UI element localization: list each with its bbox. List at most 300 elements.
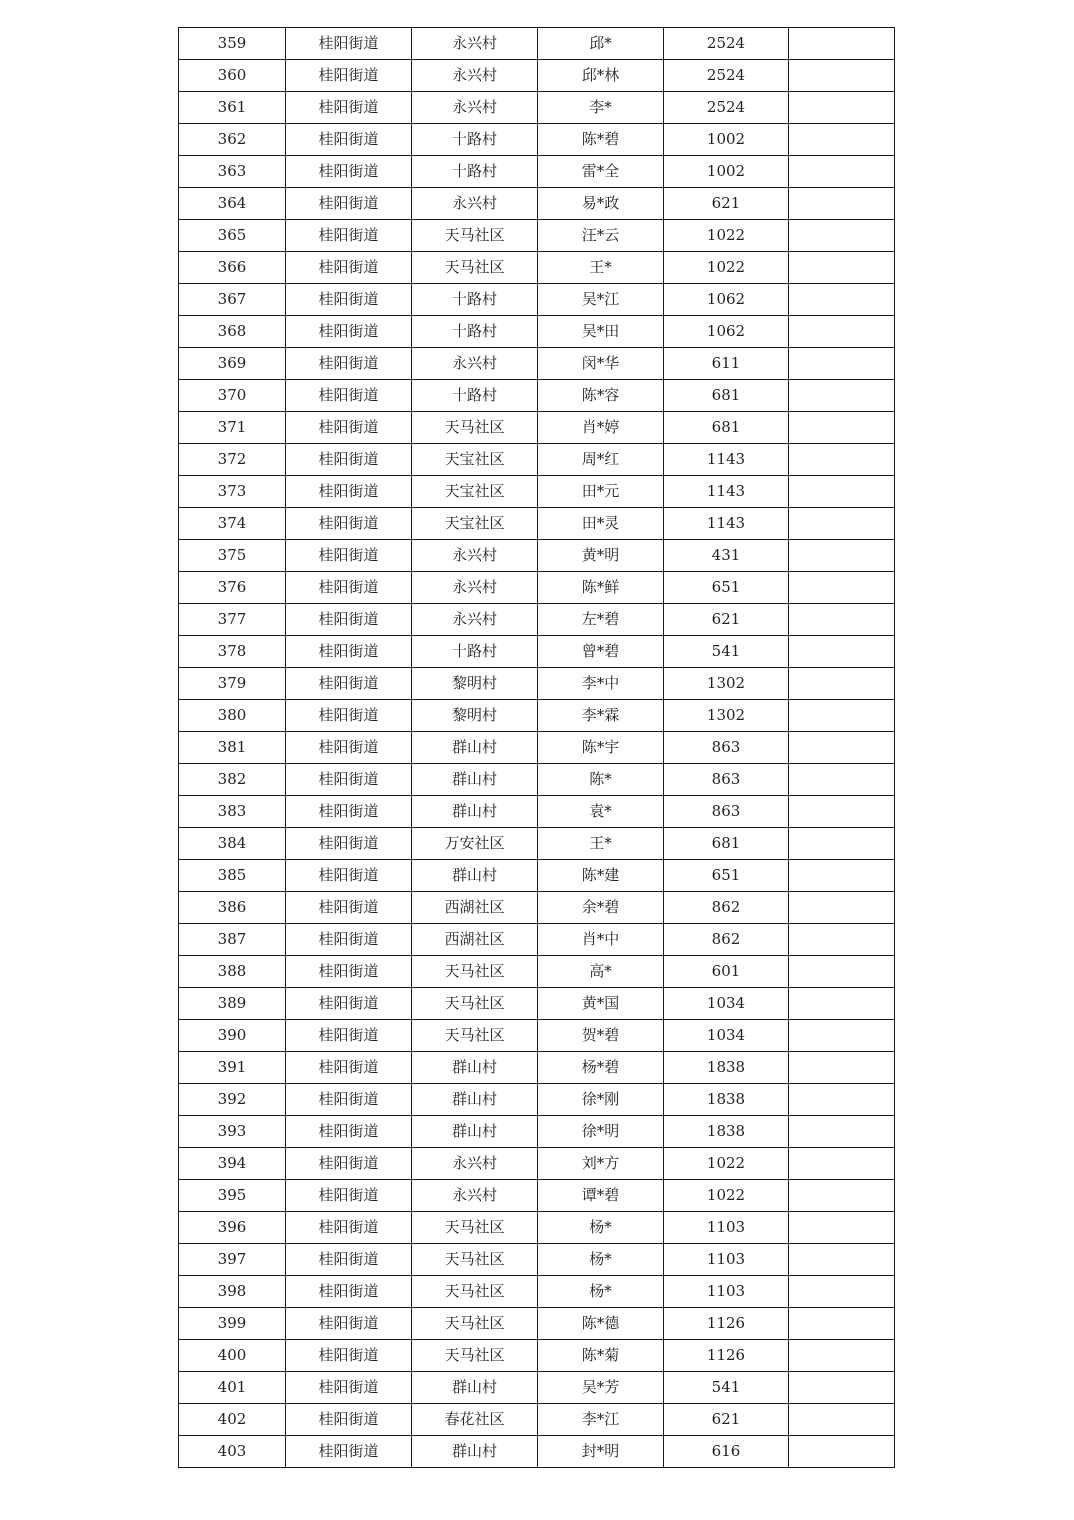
cell-note xyxy=(789,284,895,316)
cell-row-number: 369 xyxy=(179,348,286,380)
cell-village: 天马社区 xyxy=(412,412,538,444)
cell-village: 天宝社区 xyxy=(412,476,538,508)
cell-row-number: 373 xyxy=(179,476,286,508)
cell-street: 桂阳街道 xyxy=(286,348,412,380)
cell-person-name: 李*霖 xyxy=(538,700,664,732)
table-row xyxy=(179,1180,895,1212)
cell-row-number: 387 xyxy=(179,924,286,956)
cell-note xyxy=(789,156,895,188)
cell-amount: 1034 xyxy=(664,988,789,1020)
cell-village: 群山村 xyxy=(412,860,538,892)
table-row xyxy=(179,92,895,124)
cell-row-number: 402 xyxy=(179,1404,286,1436)
cell-village: 永兴村 xyxy=(412,348,538,380)
cell-row-number: 392 xyxy=(179,1084,286,1116)
cell-village: 群山村 xyxy=(412,1052,538,1084)
cell-village: 天马社区 xyxy=(412,220,538,252)
cell-row-number: 360 xyxy=(179,60,286,92)
cell-note xyxy=(789,732,895,764)
cell-person-name: 邱*林 xyxy=(538,60,664,92)
table-row xyxy=(179,476,895,508)
cell-village: 十路村 xyxy=(412,156,538,188)
cell-row-number: 403 xyxy=(179,1436,286,1468)
cell-row-number: 375 xyxy=(179,540,286,572)
cell-street: 桂阳街道 xyxy=(286,700,412,732)
cell-note xyxy=(789,924,895,956)
cell-village: 黎明村 xyxy=(412,668,538,700)
cell-street: 桂阳街道 xyxy=(286,956,412,988)
cell-note xyxy=(789,28,895,60)
cell-row-number: 385 xyxy=(179,860,286,892)
cell-row-number: 390 xyxy=(179,1020,286,1052)
cell-street: 桂阳街道 xyxy=(286,796,412,828)
cell-amount: 1143 xyxy=(664,444,789,476)
cell-amount: 1022 xyxy=(664,252,789,284)
cell-amount: 1103 xyxy=(664,1276,789,1308)
cell-street: 桂阳街道 xyxy=(286,1436,412,1468)
cell-amount: 1022 xyxy=(664,1148,789,1180)
cell-amount: 1143 xyxy=(664,508,789,540)
table-row xyxy=(179,508,895,540)
cell-amount: 681 xyxy=(664,380,789,412)
cell-person-name: 杨*碧 xyxy=(538,1052,664,1084)
cell-row-number: 364 xyxy=(179,188,286,220)
cell-village: 永兴村 xyxy=(412,1148,538,1180)
table-row xyxy=(179,1308,895,1340)
table-row xyxy=(179,956,895,988)
cell-note xyxy=(789,1372,895,1404)
cell-note xyxy=(789,988,895,1020)
cell-street: 桂阳街道 xyxy=(286,1404,412,1436)
cell-row-number: 400 xyxy=(179,1340,286,1372)
cell-street: 桂阳街道 xyxy=(286,1212,412,1244)
cell-amount: 2524 xyxy=(664,60,789,92)
table-body xyxy=(179,28,895,1468)
cell-person-name: 徐*刚 xyxy=(538,1084,664,1116)
cell-amount: 431 xyxy=(664,540,789,572)
cell-village: 永兴村 xyxy=(412,60,538,92)
cell-village: 天马社区 xyxy=(412,1020,538,1052)
cell-row-number: 389 xyxy=(179,988,286,1020)
cell-amount: 1034 xyxy=(664,1020,789,1052)
cell-village: 群山村 xyxy=(412,732,538,764)
cell-row-number: 365 xyxy=(179,220,286,252)
cell-street: 桂阳街道 xyxy=(286,1116,412,1148)
cell-street: 桂阳街道 xyxy=(286,60,412,92)
cell-village: 天宝社区 xyxy=(412,444,538,476)
cell-street: 桂阳街道 xyxy=(286,860,412,892)
cell-row-number: 371 xyxy=(179,412,286,444)
table-row xyxy=(179,668,895,700)
cell-village: 天马社区 xyxy=(412,988,538,1020)
cell-note xyxy=(789,252,895,284)
cell-amount: 541 xyxy=(664,1372,789,1404)
cell-person-name: 田*灵 xyxy=(538,508,664,540)
cell-amount: 1838 xyxy=(664,1116,789,1148)
cell-village: 十路村 xyxy=(412,316,538,348)
cell-person-name: 汪*云 xyxy=(538,220,664,252)
cell-street: 桂阳街道 xyxy=(286,1244,412,1276)
cell-street: 桂阳街道 xyxy=(286,732,412,764)
cell-person-name: 易*政 xyxy=(538,188,664,220)
cell-row-number: 368 xyxy=(179,316,286,348)
table-row xyxy=(179,732,895,764)
cell-village: 永兴村 xyxy=(412,540,538,572)
table-row xyxy=(179,604,895,636)
cell-person-name: 吴*江 xyxy=(538,284,664,316)
cell-person-name: 刘*方 xyxy=(538,1148,664,1180)
cell-note xyxy=(789,956,895,988)
table-row xyxy=(179,220,895,252)
cell-amount: 1302 xyxy=(664,700,789,732)
cell-amount: 1302 xyxy=(664,668,789,700)
cell-person-name: 杨* xyxy=(538,1244,664,1276)
cell-person-name: 陈*容 xyxy=(538,380,664,412)
cell-note xyxy=(789,604,895,636)
cell-amount: 863 xyxy=(664,732,789,764)
cell-street: 桂阳街道 xyxy=(286,1052,412,1084)
cell-note xyxy=(789,188,895,220)
cell-note xyxy=(789,668,895,700)
cell-row-number: 363 xyxy=(179,156,286,188)
cell-note xyxy=(789,1244,895,1276)
cell-street: 桂阳街道 xyxy=(286,1180,412,1212)
cell-row-number: 380 xyxy=(179,700,286,732)
cell-row-number: 384 xyxy=(179,828,286,860)
cell-amount: 1002 xyxy=(664,124,789,156)
table-row xyxy=(179,1436,895,1468)
cell-note xyxy=(789,412,895,444)
cell-row-number: 397 xyxy=(179,1244,286,1276)
cell-note xyxy=(789,1436,895,1468)
cell-amount: 1126 xyxy=(664,1308,789,1340)
cell-row-number: 381 xyxy=(179,732,286,764)
cell-amount: 681 xyxy=(664,828,789,860)
table-row xyxy=(179,124,895,156)
table-row xyxy=(179,188,895,220)
cell-person-name: 陈*菊 xyxy=(538,1340,664,1372)
cell-village: 群山村 xyxy=(412,796,538,828)
cell-row-number: 370 xyxy=(179,380,286,412)
cell-person-name: 周*红 xyxy=(538,444,664,476)
cell-street: 桂阳街道 xyxy=(286,28,412,60)
cell-row-number: 382 xyxy=(179,764,286,796)
cell-note xyxy=(789,1180,895,1212)
cell-village: 十路村 xyxy=(412,124,538,156)
cell-village: 天马社区 xyxy=(412,1308,538,1340)
cell-village: 天马社区 xyxy=(412,252,538,284)
cell-amount: 616 xyxy=(664,1436,789,1468)
cell-village: 群山村 xyxy=(412,1372,538,1404)
cell-village: 天马社区 xyxy=(412,1244,538,1276)
table-row xyxy=(179,1020,895,1052)
cell-person-name: 左*碧 xyxy=(538,604,664,636)
cell-street: 桂阳街道 xyxy=(286,1340,412,1372)
table-row xyxy=(179,636,895,668)
table-row xyxy=(179,1084,895,1116)
cell-street: 桂阳街道 xyxy=(286,508,412,540)
cell-note xyxy=(789,828,895,860)
cell-person-name: 雷*全 xyxy=(538,156,664,188)
cell-street: 桂阳街道 xyxy=(286,316,412,348)
cell-village: 春花社区 xyxy=(412,1404,538,1436)
cell-note xyxy=(789,572,895,604)
table-row xyxy=(179,1212,895,1244)
cell-street: 桂阳街道 xyxy=(286,636,412,668)
cell-note xyxy=(789,1404,895,1436)
table-row xyxy=(179,444,895,476)
cell-note xyxy=(789,92,895,124)
cell-amount: 1062 xyxy=(664,316,789,348)
cell-street: 桂阳街道 xyxy=(286,540,412,572)
cell-person-name: 袁* xyxy=(538,796,664,828)
cell-person-name: 王* xyxy=(538,828,664,860)
cell-amount: 862 xyxy=(664,892,789,924)
cell-person-name: 陈*鲜 xyxy=(538,572,664,604)
cell-amount: 621 xyxy=(664,188,789,220)
table-row xyxy=(179,1276,895,1308)
cell-village: 天宝社区 xyxy=(412,508,538,540)
table-row xyxy=(179,1244,895,1276)
cell-village: 永兴村 xyxy=(412,604,538,636)
cell-row-number: 378 xyxy=(179,636,286,668)
table-row xyxy=(179,540,895,572)
table-row xyxy=(179,988,895,1020)
table-row xyxy=(179,380,895,412)
cell-amount: 1022 xyxy=(664,220,789,252)
cell-note xyxy=(789,476,895,508)
cell-amount: 1838 xyxy=(664,1052,789,1084)
cell-village: 永兴村 xyxy=(412,572,538,604)
cell-note xyxy=(789,764,895,796)
table-row xyxy=(179,1340,895,1372)
cell-amount: 863 xyxy=(664,796,789,828)
cell-row-number: 401 xyxy=(179,1372,286,1404)
cell-person-name: 陈*德 xyxy=(538,1308,664,1340)
cell-person-name: 李* xyxy=(538,92,664,124)
cell-note xyxy=(789,508,895,540)
cell-row-number: 377 xyxy=(179,604,286,636)
cell-amount: 862 xyxy=(664,924,789,956)
cell-person-name: 陈*碧 xyxy=(538,124,664,156)
cell-village: 十路村 xyxy=(412,284,538,316)
cell-note xyxy=(789,636,895,668)
cell-person-name: 徐*明 xyxy=(538,1116,664,1148)
cell-row-number: 391 xyxy=(179,1052,286,1084)
cell-person-name: 邱* xyxy=(538,28,664,60)
cell-street: 桂阳街道 xyxy=(286,988,412,1020)
cell-person-name: 杨* xyxy=(538,1276,664,1308)
table-row xyxy=(179,924,895,956)
cell-note xyxy=(789,540,895,572)
cell-street: 桂阳街道 xyxy=(286,668,412,700)
cell-street: 桂阳街道 xyxy=(286,220,412,252)
cell-person-name: 杨* xyxy=(538,1212,664,1244)
cell-row-number: 362 xyxy=(179,124,286,156)
table-row xyxy=(179,252,895,284)
cell-row-number: 386 xyxy=(179,892,286,924)
table-row xyxy=(179,284,895,316)
cell-village: 群山村 xyxy=(412,764,538,796)
cell-person-name: 李*江 xyxy=(538,1404,664,1436)
table-row xyxy=(179,700,895,732)
table-row xyxy=(179,1052,895,1084)
cell-amount: 601 xyxy=(664,956,789,988)
cell-note xyxy=(789,1212,895,1244)
cell-row-number: 361 xyxy=(179,92,286,124)
cell-person-name: 谭*碧 xyxy=(538,1180,664,1212)
cell-village: 天马社区 xyxy=(412,1340,538,1372)
cell-person-name: 高* xyxy=(538,956,664,988)
cell-person-name: 黄*明 xyxy=(538,540,664,572)
cell-street: 桂阳街道 xyxy=(286,1020,412,1052)
cell-street: 桂阳街道 xyxy=(286,1084,412,1116)
cell-person-name: 余*碧 xyxy=(538,892,664,924)
cell-street: 桂阳街道 xyxy=(286,188,412,220)
cell-street: 桂阳街道 xyxy=(286,284,412,316)
cell-row-number: 383 xyxy=(179,796,286,828)
cell-person-name: 肖*婷 xyxy=(538,412,664,444)
table-row xyxy=(179,1404,895,1436)
cell-person-name: 封*明 xyxy=(538,1436,664,1468)
cell-street: 桂阳街道 xyxy=(286,476,412,508)
cell-note xyxy=(789,860,895,892)
table-row xyxy=(179,412,895,444)
table-row xyxy=(179,1148,895,1180)
cell-street: 桂阳街道 xyxy=(286,124,412,156)
cell-amount: 863 xyxy=(664,764,789,796)
cell-note xyxy=(789,60,895,92)
cell-note xyxy=(789,1276,895,1308)
cell-street: 桂阳街道 xyxy=(286,252,412,284)
cell-person-name: 黄*国 xyxy=(538,988,664,1020)
cell-person-name: 田*元 xyxy=(538,476,664,508)
cell-street: 桂阳街道 xyxy=(286,156,412,188)
cell-amount: 611 xyxy=(664,348,789,380)
cell-street: 桂阳街道 xyxy=(286,92,412,124)
cell-street: 桂阳街道 xyxy=(286,828,412,860)
table-row xyxy=(179,156,895,188)
cell-amount: 541 xyxy=(664,636,789,668)
cell-row-number: 367 xyxy=(179,284,286,316)
cell-row-number: 379 xyxy=(179,668,286,700)
cell-note xyxy=(789,1148,895,1180)
cell-person-name: 吴*芳 xyxy=(538,1372,664,1404)
table-row xyxy=(179,572,895,604)
cell-village: 天马社区 xyxy=(412,1276,538,1308)
table-row xyxy=(179,892,895,924)
cell-person-name: 吴*田 xyxy=(538,316,664,348)
cell-note xyxy=(789,1308,895,1340)
cell-amount: 1103 xyxy=(664,1212,789,1244)
cell-note xyxy=(789,124,895,156)
cell-row-number: 396 xyxy=(179,1212,286,1244)
cell-note xyxy=(789,380,895,412)
cell-street: 桂阳街道 xyxy=(286,1372,412,1404)
cell-amount: 621 xyxy=(664,1404,789,1436)
cell-row-number: 394 xyxy=(179,1148,286,1180)
cell-person-name: 陈*宇 xyxy=(538,732,664,764)
cell-village: 西湖社区 xyxy=(412,924,538,956)
cell-village: 万安社区 xyxy=(412,828,538,860)
table-row xyxy=(179,764,895,796)
cell-note xyxy=(789,316,895,348)
cell-row-number: 398 xyxy=(179,1276,286,1308)
table-row xyxy=(179,828,895,860)
cell-amount: 681 xyxy=(664,412,789,444)
cell-village: 西湖社区 xyxy=(412,892,538,924)
cell-note xyxy=(789,700,895,732)
cell-person-name: 李*中 xyxy=(538,668,664,700)
cell-street: 桂阳街道 xyxy=(286,924,412,956)
cell-street: 桂阳街道 xyxy=(286,572,412,604)
cell-amount: 1143 xyxy=(664,476,789,508)
cell-row-number: 376 xyxy=(179,572,286,604)
table-row xyxy=(179,860,895,892)
cell-amount: 1126 xyxy=(664,1340,789,1372)
cell-village: 群山村 xyxy=(412,1116,538,1148)
cell-row-number: 393 xyxy=(179,1116,286,1148)
cell-amount: 2524 xyxy=(664,28,789,60)
cell-note xyxy=(789,1020,895,1052)
cell-amount: 1022 xyxy=(664,1180,789,1212)
cell-street: 桂阳街道 xyxy=(286,1308,412,1340)
cell-note xyxy=(789,1340,895,1372)
cell-row-number: 399 xyxy=(179,1308,286,1340)
cell-note xyxy=(789,348,895,380)
cell-amount: 621 xyxy=(664,604,789,636)
cell-village: 群山村 xyxy=(412,1084,538,1116)
cell-village: 天马社区 xyxy=(412,1212,538,1244)
cell-row-number: 388 xyxy=(179,956,286,988)
cell-note xyxy=(789,796,895,828)
cell-note xyxy=(789,220,895,252)
cell-note xyxy=(789,1116,895,1148)
table-row xyxy=(179,60,895,92)
table-row xyxy=(179,1372,895,1404)
cell-street: 桂阳街道 xyxy=(286,1276,412,1308)
cell-amount: 1062 xyxy=(664,284,789,316)
cell-note xyxy=(789,1084,895,1116)
table-row xyxy=(179,348,895,380)
cell-amount: 1838 xyxy=(664,1084,789,1116)
cell-village: 天马社区 xyxy=(412,956,538,988)
table-row xyxy=(179,316,895,348)
subsidy-list-table xyxy=(178,27,895,1468)
cell-amount: 1002 xyxy=(664,156,789,188)
table-row xyxy=(179,1116,895,1148)
cell-row-number: 359 xyxy=(179,28,286,60)
cell-street: 桂阳街道 xyxy=(286,764,412,796)
cell-row-number: 366 xyxy=(179,252,286,284)
cell-village: 黎明村 xyxy=(412,700,538,732)
cell-row-number: 372 xyxy=(179,444,286,476)
table-row xyxy=(179,28,895,60)
cell-note xyxy=(789,444,895,476)
cell-village: 群山村 xyxy=(412,1436,538,1468)
cell-street: 桂阳街道 xyxy=(286,892,412,924)
cell-village: 十路村 xyxy=(412,380,538,412)
table-row xyxy=(179,796,895,828)
cell-village: 永兴村 xyxy=(412,1180,538,1212)
document-table-container xyxy=(178,27,894,1468)
cell-street: 桂阳街道 xyxy=(286,604,412,636)
cell-street: 桂阳街道 xyxy=(286,412,412,444)
cell-amount: 2524 xyxy=(664,92,789,124)
cell-village: 永兴村 xyxy=(412,28,538,60)
cell-village: 十路村 xyxy=(412,636,538,668)
cell-village: 永兴村 xyxy=(412,92,538,124)
